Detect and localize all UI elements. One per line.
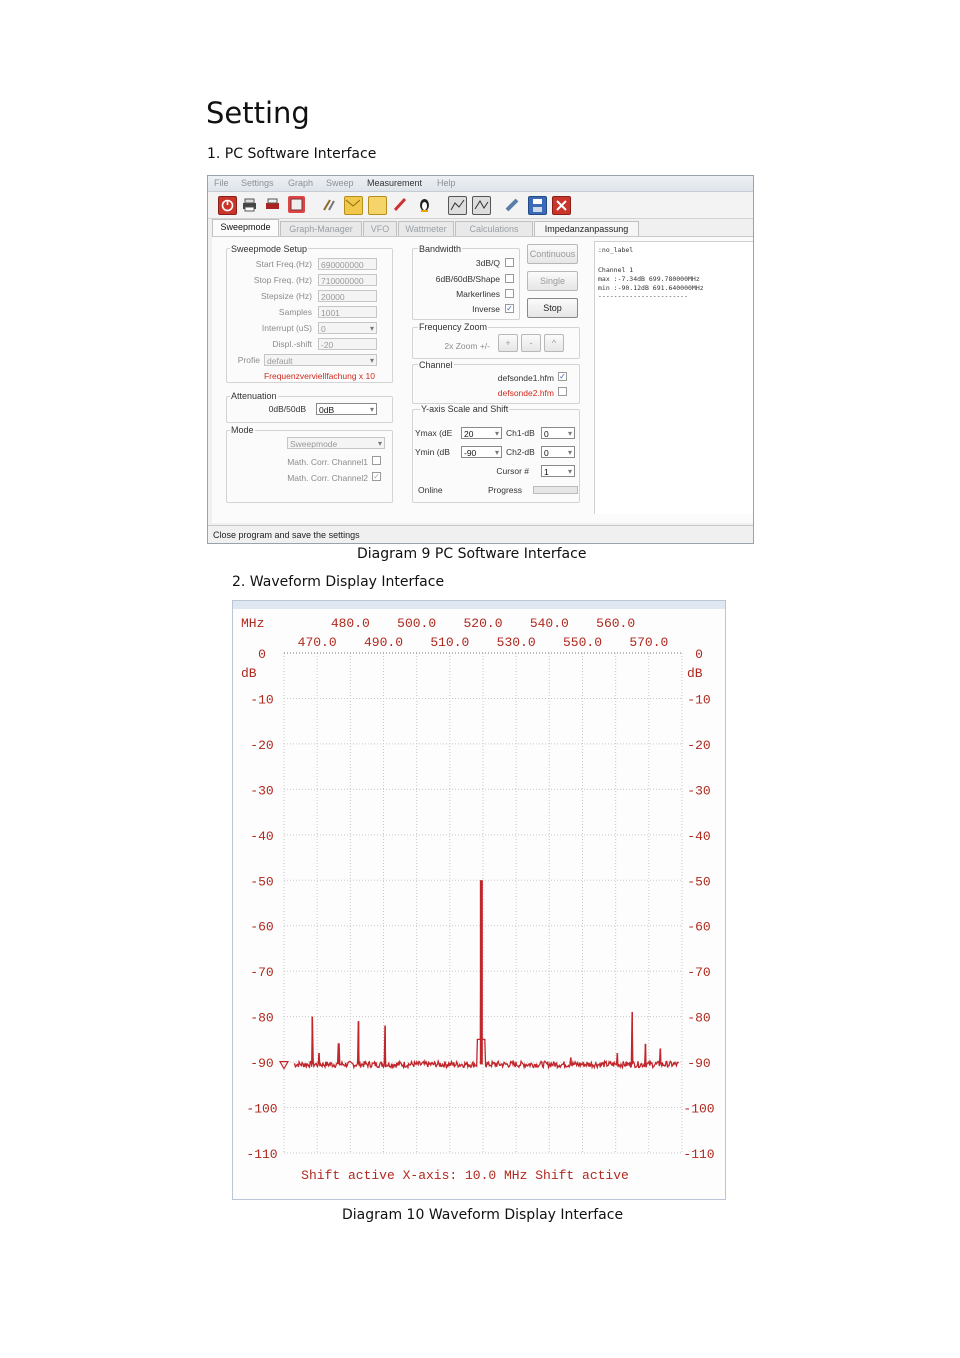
ymin-label: Ymin (dB (415, 447, 450, 457)
ymax-label: Ymax (dE (415, 428, 453, 438)
close-icon[interactable] (552, 196, 571, 215)
y-tick-label-left: -60 (250, 919, 274, 935)
x-tick-label: 540.0 (529, 616, 569, 631)
x-tick-label: 500.0 (397, 616, 437, 631)
zoom-minus-button[interactable]: - (521, 334, 541, 352)
start-freq-input[interactable]: 690000000 (318, 258, 377, 270)
attenuation-select[interactable]: 0dB ▾ (316, 403, 377, 415)
ch2-db-label: Ch2-dB (506, 447, 535, 457)
y-tick-label-left: -40 (250, 828, 274, 844)
x-tick-label: 510.0 (430, 635, 470, 650)
tab-graph-manager[interactable]: Graph-Manager (280, 221, 362, 236)
y-tick-label-right: -30 (687, 783, 711, 799)
chart-footer: Shift active X-axis: 10.0 MHz Shift active (301, 1168, 629, 1183)
cursor-select[interactable]: 1 ▾ (541, 465, 575, 477)
x-tick-label: 520.0 (463, 616, 503, 631)
menu-measurement[interactable]: Measurement (367, 178, 423, 188)
channel1-label: defsonde1.hfm (497, 373, 554, 383)
software-window (207, 175, 754, 544)
tab-impedanzanpassung[interactable]: Impedanzanpassung (534, 221, 639, 236)
note-icon[interactable] (368, 196, 387, 215)
channel2-checkbox[interactable] (558, 387, 567, 396)
menu-help[interactable]: Help (437, 178, 456, 188)
y-unit-right: dB (687, 666, 703, 681)
math-corr-ch2-label: Math. Corr. Channel2 (287, 473, 368, 483)
bw-3db-checkbox[interactable] (505, 258, 514, 267)
tab-calculations[interactable]: Calculations (455, 221, 533, 236)
samples-input[interactable]: 1001 (318, 306, 377, 318)
multiplier-note: Frequenzverviellfachung x 10 (263, 371, 375, 381)
y-unit-left: dB (241, 666, 257, 681)
progress-label: Progress (487, 485, 522, 495)
console-line-5: min :-90.12dB 691.640000MHz (598, 284, 704, 292)
pen-icon[interactable] (392, 196, 409, 213)
online-label: Online (418, 485, 443, 495)
y-tick-label-right: -40 (687, 828, 711, 844)
result-console (594, 241, 754, 514)
mode-select[interactable]: Sweepmode ▾ (287, 437, 385, 449)
tab-sweepmode[interactable]: Sweepmode (212, 219, 279, 237)
y-tick-label-left: -110 (246, 1147, 278, 1162)
inverse-checkbox[interactable]: ✓ (506, 304, 513, 313)
menu-bar (208, 176, 753, 192)
math-corr-ch2-checkbox[interactable]: ✓ (373, 472, 380, 481)
console-line-4: max :-7.34dB 699.780000MHz (598, 275, 700, 283)
stepsize-input[interactable]: 20000 (318, 290, 377, 302)
status-bar: Close program and save the settings (208, 525, 753, 543)
group-title-yaxis: Y-axis Scale and Shift (421, 404, 509, 414)
y-tick-label-left: -100 (246, 1101, 278, 1117)
zoom-plus-button[interactable]: + (498, 334, 518, 352)
markerlines-label: Markerlines (456, 289, 500, 299)
stop-freq-input[interactable]: 710000000 (318, 274, 377, 286)
ch1-db-select[interactable]: 0 ▾ (541, 427, 575, 439)
y-tick-label-right: -90 (687, 1056, 711, 1072)
y-tick-label-left: -30 (250, 783, 274, 799)
mail-icon[interactable] (344, 196, 363, 215)
ch1-db-label: Ch1-dB (506, 428, 535, 438)
zoom-label: 2x Zoom +/- (444, 341, 490, 351)
group-title-channel: Channel (419, 360, 453, 370)
tab-wattmeter[interactable]: Wattmeter (398, 221, 454, 236)
channel2-label: defsonde2.hfm (497, 388, 554, 398)
tux-icon[interactable] (416, 196, 433, 213)
menu-sweep[interactable]: Sweep (326, 178, 354, 188)
zoom-up-button[interactable]: ^ (544, 334, 564, 352)
y-tick-label-right: -60 (687, 919, 711, 935)
math-corr-ch1-label: Math. Corr. Channel1 (287, 457, 368, 467)
y-tick-label-right: -10 (687, 692, 711, 708)
waveform-chart (232, 600, 726, 1200)
chart-titlebar (233, 601, 725, 609)
x-tick-label: 490.0 (363, 635, 404, 650)
y-tick-label-left: -90 (250, 1056, 274, 1072)
displ-shift-label: Displ.-shift (272, 339, 312, 349)
menu-settings[interactable]: Settings (241, 178, 274, 188)
x-unit-label: MHz (241, 616, 265, 631)
power-icon[interactable] (218, 196, 237, 215)
ymax-select[interactable]: 20 ▾ (461, 427, 502, 439)
y-tick-label-right: -20 (687, 737, 711, 753)
y-tick-label-right: -80 (687, 1010, 711, 1026)
x-tick-label: 470.0 (297, 635, 337, 650)
continuous-button[interactable]: Continuous (527, 244, 578, 264)
tab-bar (208, 219, 753, 236)
chart-icon[interactable] (448, 196, 467, 215)
group-channel (412, 364, 580, 404)
ch2-db-select[interactable]: 0 ▾ (541, 446, 575, 458)
y-tick-label-left: -80 (250, 1010, 274, 1026)
attenuation-label: 0dB/50dB (268, 404, 306, 414)
chart2-icon[interactable] (472, 196, 491, 215)
section-title-software: 1. PC Software Interface (207, 146, 377, 162)
group-title-frequency-zoom: Frequency Zoom (419, 322, 488, 332)
x-tick-label: 480.0 (330, 616, 370, 631)
markerlines-checkbox[interactable] (505, 289, 514, 298)
stepsize-label: Stepsize (Hz) (260, 291, 312, 301)
cursor-label: Cursor # (496, 466, 529, 476)
x-tick-label: 560.0 (596, 616, 636, 631)
start-freq-label: Start Freq.(Hz) (255, 259, 312, 269)
caption-diagram-9: Diagram 9 PC Software Interface (357, 546, 587, 562)
save-icon[interactable] (528, 196, 547, 215)
console-line-3: Channel 1 (598, 266, 634, 274)
group-title-attenuation: Attenuation (231, 391, 277, 401)
y-tick-label-right: 0 (695, 647, 703, 662)
page-heading: Setting (206, 96, 310, 130)
progress-bar (533, 486, 578, 494)
interrupt-select[interactable]: 0 ▾ (318, 322, 377, 334)
bw-shape-label: 6dB/60dB/Shape (435, 274, 500, 284)
waveform-display (232, 600, 726, 1200)
tab-content (212, 236, 753, 523)
toolbar (208, 192, 753, 219)
displ-shift-input[interactable]: -20 (318, 338, 377, 350)
y-tick-label-left: -20 (250, 737, 274, 753)
single-button[interactable]: Single (527, 271, 578, 291)
profile-label: Profie (237, 355, 260, 365)
y-tick-label-right: -50 (687, 874, 711, 890)
caption-diagram-10: Diagram 10 Waveform Display Interface (342, 1207, 624, 1223)
interrupt-label: Interrupt (uS) (261, 323, 312, 333)
x-tick-label: 530.0 (496, 635, 536, 650)
stop-button[interactable]: Stop (527, 298, 578, 318)
menu-graph[interactable]: Graph (288, 178, 314, 188)
y-tick-label-right: -110 (683, 1147, 715, 1162)
y-tick-label-left: -50 (250, 874, 274, 890)
y-tick-label-left: 0 (258, 647, 266, 662)
profile-select[interactable]: default ▾ (264, 354, 377, 366)
y-tick-label-left: -70 (250, 965, 274, 981)
math-corr-ch1-checkbox[interactable] (372, 456, 381, 465)
console-line-6: ----------------------- (598, 292, 689, 300)
channel1-checkbox[interactable]: ✓ (559, 372, 566, 381)
tools-icon[interactable] (320, 196, 337, 213)
tab-vfo[interactable]: VFO (363, 221, 397, 236)
x-tick-label: 550.0 (562, 635, 603, 650)
stop-freq-label: Stop Freq. (Hz) (253, 275, 312, 285)
y-tick-label-left: -10 (250, 692, 274, 708)
group-title-sweep-setup: Sweepmode Setup (231, 244, 308, 254)
pencil-icon[interactable] (504, 196, 521, 213)
bw-3db-label: 3dB/Q (475, 258, 500, 268)
group-title-bandwidth: Bandwidth (419, 244, 462, 254)
section-title-waveform: 2. Waveform Display Interface (232, 574, 445, 590)
printer2-icon[interactable] (264, 196, 281, 213)
printer-icon[interactable] (241, 196, 258, 213)
menu-file[interactable]: File (214, 178, 229, 188)
bw-shape-checkbox[interactable] (505, 274, 514, 283)
y-tick-label-right: -70 (687, 965, 711, 981)
group-title-mode: Mode (231, 425, 254, 435)
y-tick-label-right: -100 (683, 1101, 715, 1117)
chart-frame (232, 600, 726, 1200)
inverse-label: Inverse (472, 304, 500, 314)
console-line-1: :no_label (598, 246, 634, 254)
ymin-select[interactable]: -90 ▾ (461, 446, 502, 458)
x-tick-label: 570.0 (629, 635, 669, 650)
samples-label: Samples (278, 307, 312, 317)
calculator-icon[interactable] (288, 196, 305, 213)
